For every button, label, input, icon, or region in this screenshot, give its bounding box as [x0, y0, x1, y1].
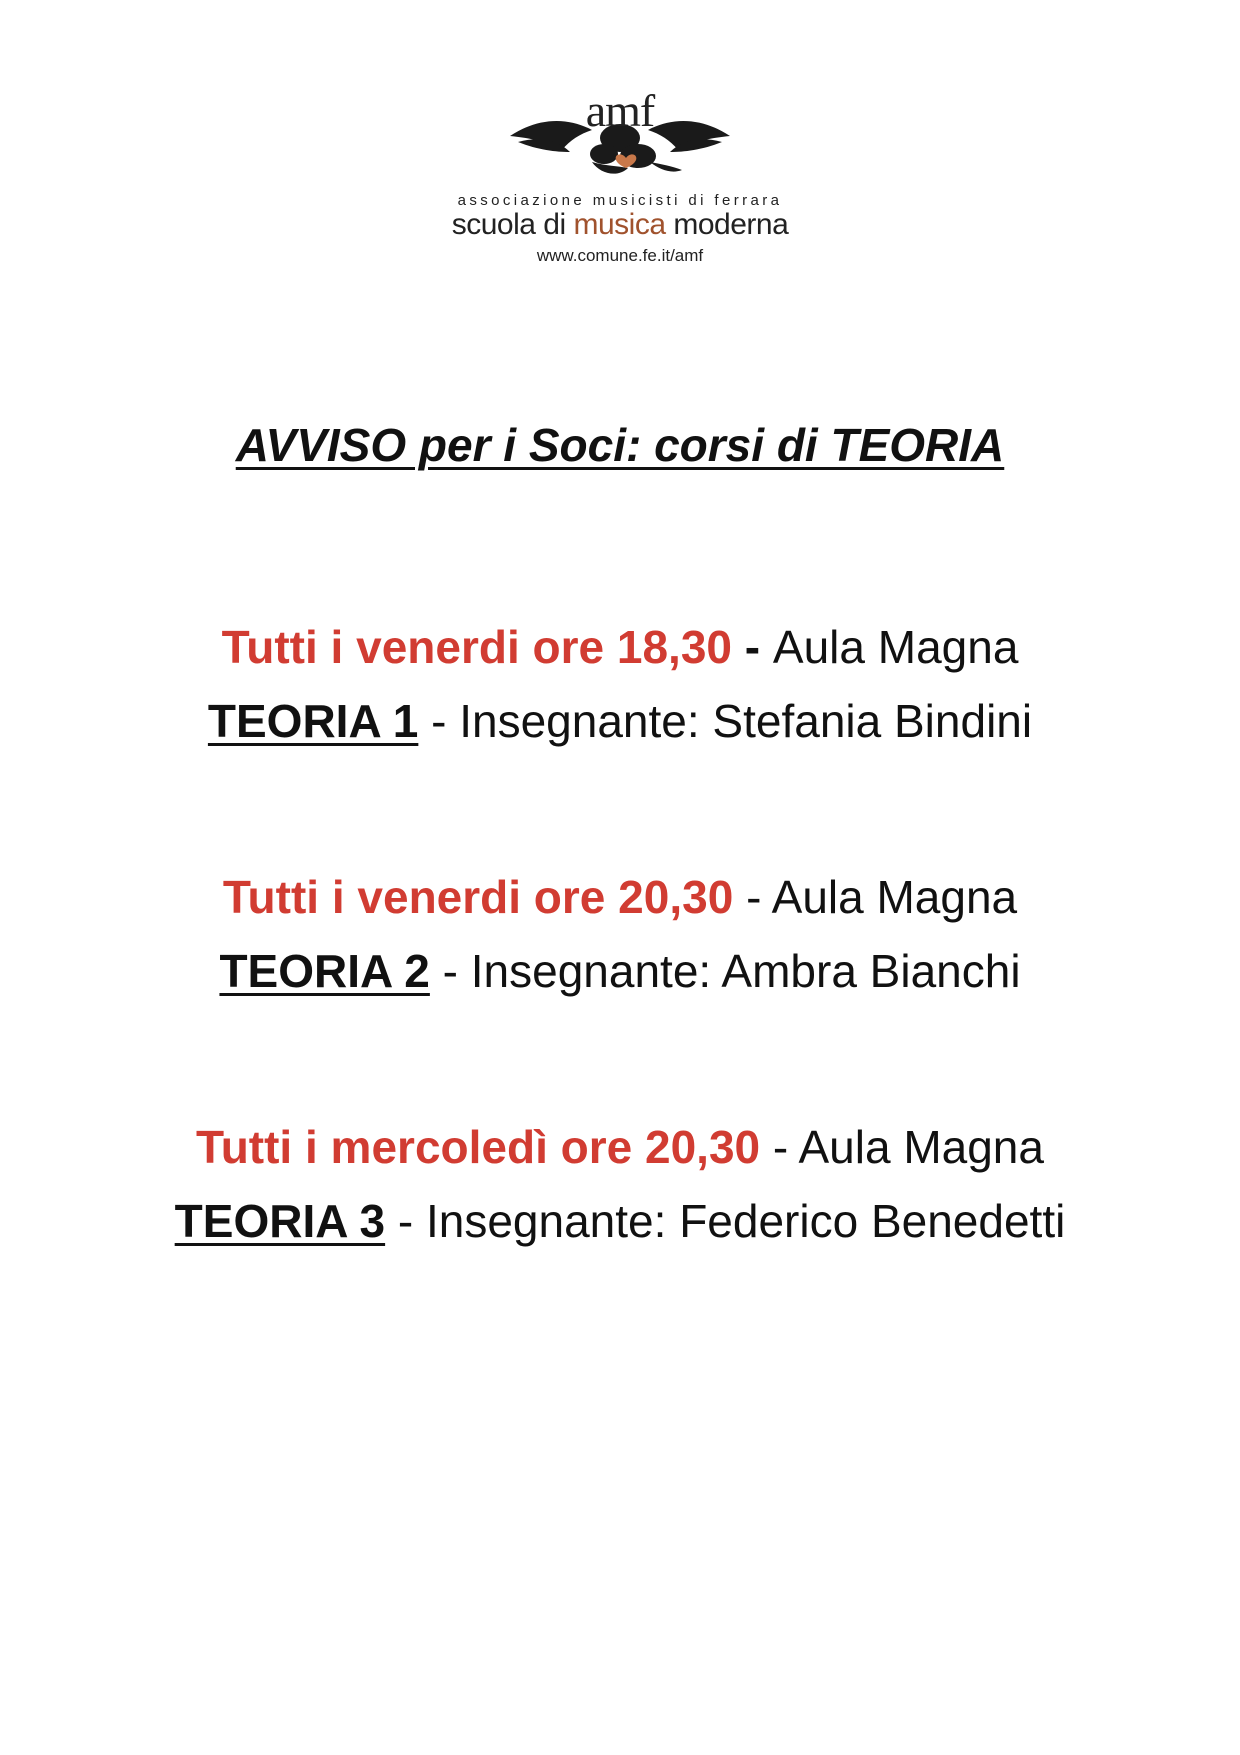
winged-cherub-logo-icon: [500, 70, 740, 200]
course-schedule-line: [0, 1110, 1240, 1184]
notice-title: AVVISO per i Soci: corsi di TEORIA: [235, 419, 1005, 471]
course-teacher-line: [0, 934, 1240, 1008]
association-name: associazione musicisti di ferrara: [457, 192, 783, 209]
course-schedule-line: [0, 860, 1240, 934]
course-separator: -: [733, 871, 772, 923]
course-place: Aula Magna: [798, 1121, 1044, 1173]
course-block-1: [0, 610, 1240, 758]
course-teacher: - Insegnante: Federico Benedetti: [385, 1195, 1066, 1247]
school-name: [0, 208, 1240, 242]
course-place: Aula Magna: [772, 621, 1019, 673]
course-teacher: - Insegnante: Ambra Bianchi: [429, 945, 1021, 997]
brand-mark: amf: [585, 85, 655, 136]
course-separator: -: [732, 621, 773, 673]
course-time: Tutti i venerdi ore 18,30: [221, 621, 733, 673]
course-time: Tutti i venerdi ore 20,30: [222, 871, 734, 923]
course-place: Aula Magna: [771, 871, 1018, 923]
course-block-2: [0, 860, 1240, 1008]
website-url: www.comune.fe.it/amf: [536, 246, 704, 265]
course-name: TEORIA 1: [207, 695, 419, 747]
course-time: Tutti i mercoledì ore 20,30: [196, 1121, 761, 1173]
course-teacher: - Insegnante: Stefania Bindini: [418, 695, 1033, 747]
course-teacher-line: [0, 1184, 1240, 1258]
course-name: TEORIA 3: [174, 1195, 386, 1247]
course-teacher-line: [0, 684, 1240, 758]
course-name: TEORIA 2: [219, 945, 430, 997]
course-separator: -: [760, 1121, 799, 1173]
header-logo: [0, 70, 1240, 270]
school-name-part1: scuola di: [451, 208, 574, 241]
school-name-part2: moderna: [665, 208, 789, 241]
course-schedule-line: [0, 610, 1240, 684]
course-block-3: [0, 1110, 1240, 1258]
school-name-accent: musica: [573, 208, 666, 241]
